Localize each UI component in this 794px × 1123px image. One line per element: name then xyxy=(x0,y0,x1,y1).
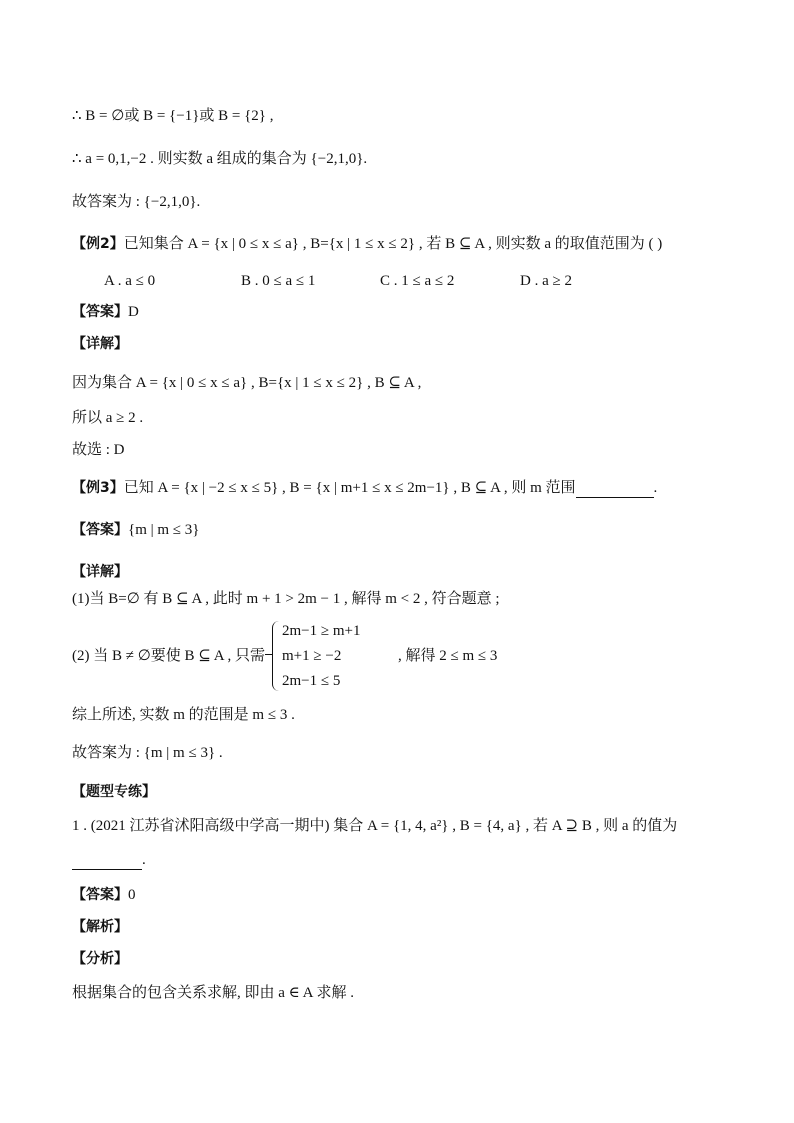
text-line: ∴ a = 0,1,−2 . 则实数 a 组成的集合为 {−2,1,0}. xyxy=(72,151,368,167)
text-line: (1)当 B=∅ 有 B ⊆ A , 此时 m + 1 > 2m − 1 , 解得 m < 2 , 符合题意 ; xyxy=(72,591,500,607)
answer-label: 【答案】 xyxy=(72,522,128,538)
text-line: ∴ B = ∅或 B = {−1}或 B = {2} , xyxy=(72,108,274,124)
section-title: 【题型专练】 xyxy=(72,784,156,800)
question-1-blank-row xyxy=(72,850,146,870)
text-line: (2) 当 B ≠ ∅要使 B ⊆ A , 只需 xyxy=(72,648,266,664)
answer-label: 【答案】 xyxy=(72,887,128,903)
text-line: 故答案为 : {−2,1,0}. xyxy=(72,194,201,210)
answer-blank xyxy=(576,481,654,498)
question-end: . xyxy=(653,480,658,496)
detail-label: 【详解】 xyxy=(72,336,128,352)
system-equation: 2m−1 ≥ m+1 xyxy=(282,623,361,639)
text-line: 故选 : D xyxy=(72,442,125,458)
parse-label: 【解析】 xyxy=(72,919,128,935)
option-b: B . 0 ≤ a ≤ 1 xyxy=(241,273,316,289)
answer-row xyxy=(72,885,136,905)
example-label: 【例2】 xyxy=(72,236,124,252)
system-equation: 2m−1 ≤ 5 xyxy=(282,673,341,689)
answer-value: 0 xyxy=(128,887,136,903)
text-line: 根据集合的包含关系求解, 即由 a ∈ A 求解 . xyxy=(72,985,354,1001)
system-equation: m+1 ≥ −2 xyxy=(282,648,342,664)
option-d: D . a ≥ 2 xyxy=(520,273,572,289)
answer-row xyxy=(72,302,139,322)
example-2-question xyxy=(72,234,662,254)
option-c: C . 1 ≤ a ≤ 2 xyxy=(380,273,455,289)
answer-value: D xyxy=(128,304,139,320)
text-line: 所以 a ≥ 2 . xyxy=(72,410,144,426)
detail-label: 【详解】 xyxy=(72,564,128,580)
system-brace-tip xyxy=(265,654,273,655)
text-line: 故答案为 : {m | m ≤ 3} . xyxy=(72,745,223,761)
question-text: 已知 A = {x | −2 ≤ x ≤ 5} , B = {x | m+1 ≤ x ≤ 2m−1} , B ⊆ A , 则 m 范围 xyxy=(123,480,576,496)
analysis-label: 【分析】 xyxy=(72,951,128,967)
answer-label: 【答案】 xyxy=(72,304,128,320)
text-line: 综上所述, 实数 m 的范围是 m ≤ 3 . xyxy=(72,707,295,723)
text-line: , 解得 2 ≤ m ≤ 3 xyxy=(398,648,498,664)
answer-value: {m | m ≤ 3} xyxy=(128,522,200,538)
question-1: 1 . (2021 江苏省沭阳高级中学高一期中) 集合 A = {1, 4, a²} , B = {4, a} , 若 A ⊇ B , 则 a 的值为 xyxy=(72,818,678,834)
question-text: 已知集合 A = {x | 0 ≤ x ≤ a} , B={x | 1 ≤ x ≤ 2} , 若 B ⊆ A , 则实数 a 的取值范围为 ( ) xyxy=(123,236,663,252)
answer-blank xyxy=(72,853,142,870)
answer-row xyxy=(72,520,199,540)
example-label: 【例3】 xyxy=(72,480,124,496)
example-3-question xyxy=(72,478,657,498)
question-end: . xyxy=(142,852,146,868)
option-a: A . a ≤ 0 xyxy=(104,273,156,289)
text-line: 因为集合 A = {x | 0 ≤ x ≤ a} , B={x | 1 ≤ x ≤ 2} , B ⊆ A , xyxy=(72,375,422,391)
system-brace xyxy=(272,621,279,691)
